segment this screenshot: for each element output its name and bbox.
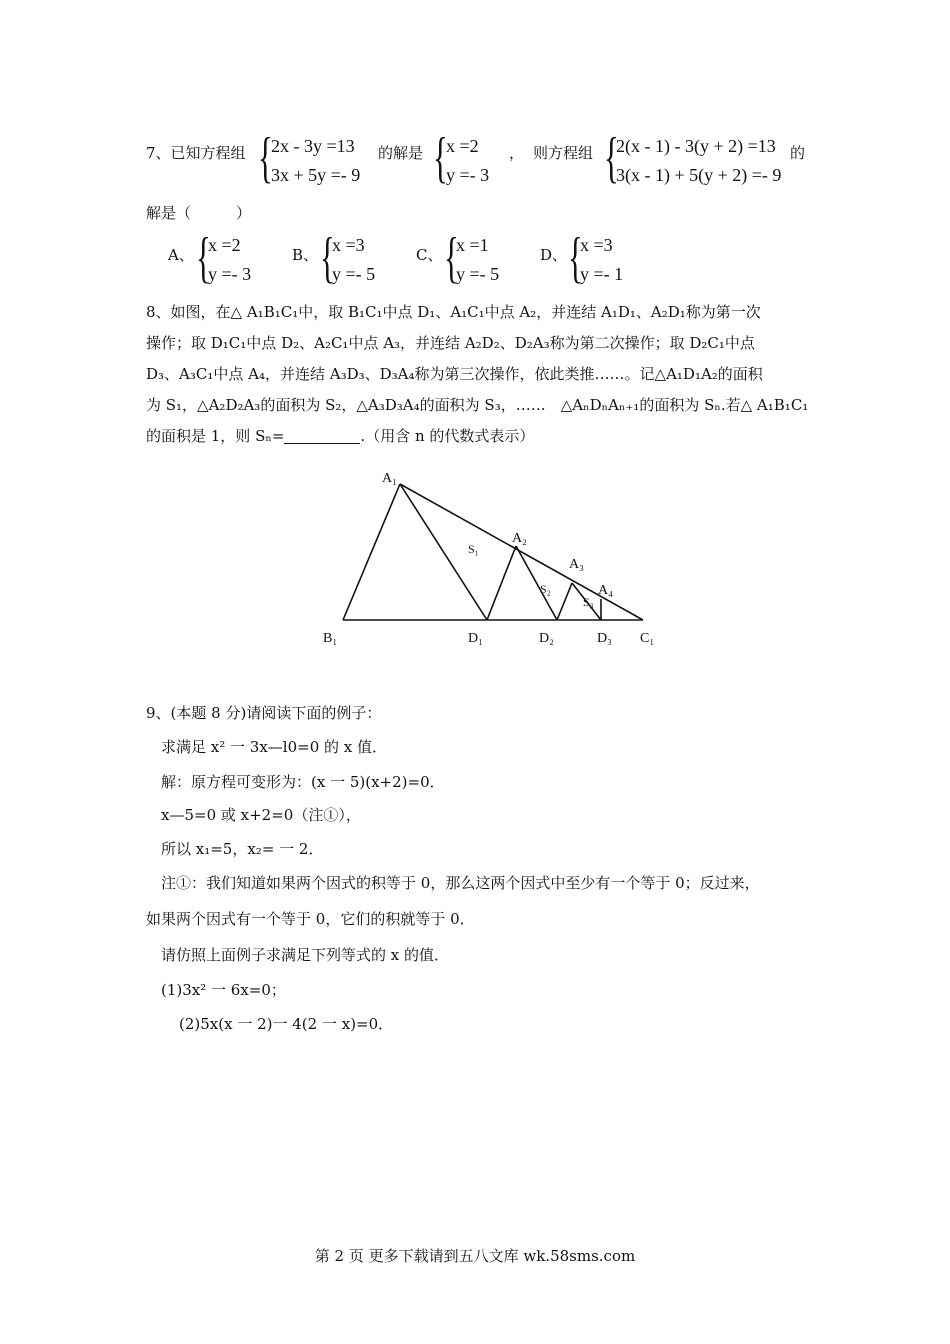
q7-option-d-label: D、 [540, 246, 568, 264]
brace-icon: { [604, 127, 619, 189]
page-footer: 第 2 页 更多下载请到五八文库 wk.58sms.com [314, 1247, 636, 1265]
q9-line7: 请仿照上面例子求满足下列等式的 x 的值． [161, 946, 449, 964]
q7-system1-line1: 2x - 3y =13 [271, 136, 355, 156]
label-b1: B₁ [323, 631, 338, 646]
q7-system2-line2: 3(x - 1) + 5(y + 2) =- 9 [616, 165, 782, 185]
q9-part2: (2)5x(x 一 2)一 4(2 一 x)=0． [179, 1015, 394, 1033]
q7-option-a-line2: y =- 3 [208, 264, 252, 284]
q8-line4: 为 S₁，△A₂D₂A₃的面积为 S₂，△A₃D₃A₄的面积为 S₃，…… △AₙDₙAₙ₊₁的面积为 Sₙ.若△ A₁B₁C₁ [146, 396, 809, 414]
brace-icon: { [568, 227, 583, 289]
q8-line3: D₃、A₃C₁中点 A₄，并连结 A₃D₃、D₃A₄称为第三次操作，依此类推……。记△A₁D₁A₂的面积 [146, 365, 763, 383]
label-s3: S₃ [583, 595, 594, 609]
q7-option-b-label: B、 [292, 246, 319, 264]
q7-tail: 解是（ ） [146, 204, 252, 222]
q7-then-text: 则方程组 [533, 144, 594, 162]
q9-part1: (1)3x² 一 6x=0； [161, 981, 286, 999]
brace-icon: { [196, 227, 211, 289]
q9-line1: 求满足 x² 一 3x—l0=0 的 x 值． [161, 738, 387, 756]
segment-d2-a3 [557, 583, 572, 620]
brace-icon: { [320, 227, 335, 289]
q9-line6: 如果两个因式有一个等于 0，它们的积就等于 0． [146, 910, 475, 928]
brace-icon: { [433, 127, 448, 189]
q8-line5-end: .（用含 n 的代数式表示） [360, 427, 535, 445]
q7-option-a-line1: x =2 [208, 235, 241, 255]
q7-option-c-line1: x =1 [456, 235, 489, 255]
label-d3: D₃ [597, 631, 612, 646]
q9-line5: 注①：我们知道如果两个因式的积等于 0，那么这两个因式中至少有一个等于 0；反过来， [161, 874, 760, 892]
q9-line3: x—5=0 或 x+2=0（注①）， [161, 806, 361, 824]
label-a3: A₃ [569, 557, 584, 572]
brace-icon: { [444, 227, 459, 289]
q7-intro: 7、已知方程组 [146, 144, 246, 162]
label-s2: S₂ [540, 582, 551, 596]
q7-option-b-line1: x =3 [332, 235, 365, 255]
label-d1: D₁ [468, 631, 483, 646]
q7-de: 的 [790, 144, 806, 162]
q7-option-d-line1: x =3 [580, 235, 613, 255]
q8-line2: 操作；取 D₁C₁中点 D₂、A₂C₁中点 A₃，并连结 A₂D₂、D₂A₃称为第二次操作；取 D₂C₁中点 [146, 334, 755, 352]
label-c1: C₁ [640, 631, 655, 646]
label-s1: S₁ [468, 542, 479, 556]
answer-blank [284, 428, 360, 444]
q7-solution-line1: x =2 [446, 136, 479, 156]
q9-line4: 所以 x₁=5，x₂= 一 2． [161, 840, 324, 858]
q8-line1: 8、如图，在△ A₁B₁C₁中，取 B₁C₁中点 D₁、A₁C₁中点 A₂，并连结 A₁D₁、A₂D₁称为第一次 [146, 303, 761, 321]
q7-option-d-line2: y =- 1 [580, 264, 624, 284]
side-a1-c1 [400, 484, 643, 620]
q7-option-b-line2: y =- 5 [332, 264, 376, 284]
label-a1: A₁ [382, 471, 397, 486]
side-a1-b1 [343, 484, 400, 620]
q7-system1-line2: 3x + 5y =- 9 [271, 165, 361, 185]
q8-line5 [146, 425, 534, 447]
q9-title: 9、(本题 8 分)请阅读下面的例子： [146, 704, 382, 722]
q7-option-c-label: C、 [416, 246, 443, 264]
q7-option-a-label: A、 [168, 246, 194, 264]
triangle-figure [320, 460, 680, 660]
q7-solution-line2: y =- 3 [446, 165, 490, 185]
brace-icon: { [258, 127, 273, 189]
label-d2: D₂ [539, 631, 554, 646]
q9-line2: 解：原方程可变形为：(x 一 5)(x+2)=0． [161, 773, 445, 791]
segment-a2-d1 [487, 546, 516, 620]
q7-option-c-line2: y =- 5 [456, 264, 500, 284]
label-a4: A₄ [598, 583, 613, 598]
q7-mid-text: 的解是 [378, 144, 424, 162]
q8-line5-start: 的面积是 1，则 Sₙ= [146, 427, 285, 445]
q7-comma: ， [509, 144, 525, 162]
q7-system2-line1: 2(x - 1) - 3(y + 2) =13 [616, 136, 776, 156]
label-a2: A₂ [512, 531, 527, 546]
